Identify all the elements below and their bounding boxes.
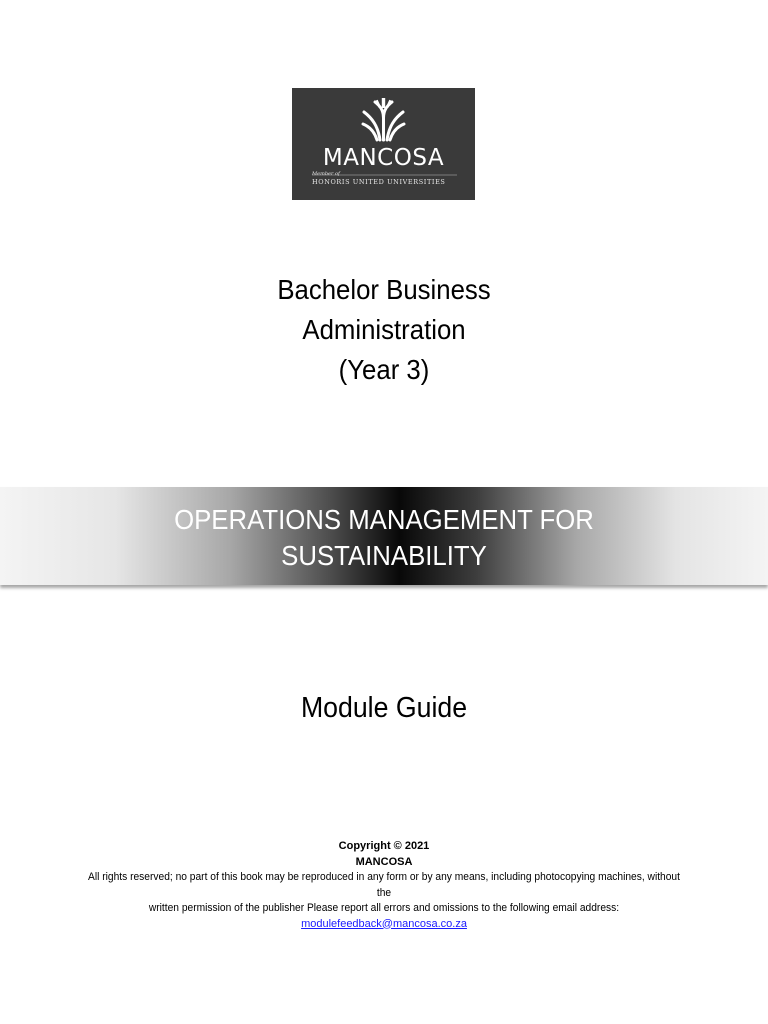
copyright-publisher: MANCOSA (355, 855, 413, 868)
module-title (31, 502, 738, 574)
rights-statement-line-2: written permission of the publisher Please report all errors and omissions to the following email address: (148, 902, 620, 914)
degree-title (31, 270, 738, 390)
module-title-line-1: OPERATIONS MANAGEMENT FOR (174, 504, 594, 535)
copyright-block (60, 839, 708, 932)
degree-line-2: Administration (302, 314, 466, 345)
degree-line-1: Bachelor Business (277, 274, 491, 305)
rights-statement-line-1: All rights reserved; no part of this book may be reproduced in any form or by any means, including photocopying machines, without the (88, 871, 680, 899)
degree-line-3: (Year 3) (338, 354, 430, 385)
copyright-notice: Copyright © 2021 (338, 840, 430, 852)
logo-affiliation: HONORIS UNITED UNIVERSITIES (312, 178, 446, 186)
logo-member-of: Member of (312, 171, 340, 177)
logo-wordmark: MANCOSA (322, 145, 445, 171)
document-type-heading: Module Guide (300, 692, 468, 724)
feedback-email-link[interactable]: modulefeedback@mancosa.co.za (301, 917, 467, 930)
mancosa-logo (292, 88, 475, 200)
module-title-line-2: SUSTAINABILITY (281, 540, 487, 571)
